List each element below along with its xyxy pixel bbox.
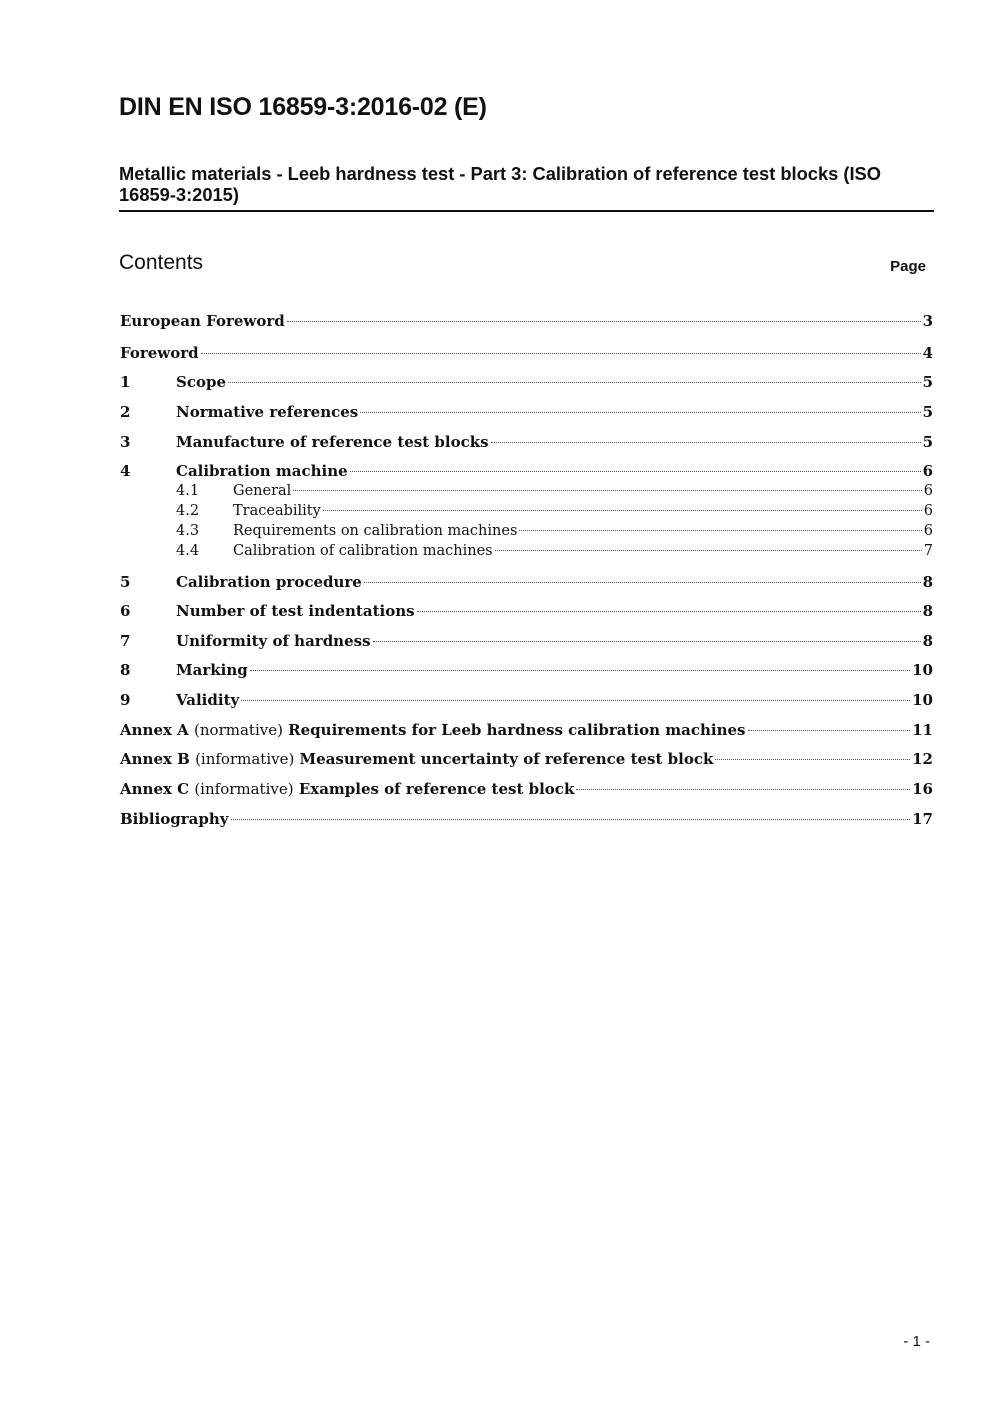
dot-leader <box>576 789 910 790</box>
dot-leader <box>323 510 922 511</box>
toc-entry-label: Annex C (informative) Examples of reference test block <box>120 780 575 798</box>
toc-subentry-traceability[interactable] <box>120 503 933 523</box>
toc-entry-page: 12 <box>912 750 933 768</box>
dot-leader <box>231 819 911 820</box>
toc-subentry-requirements[interactable] <box>120 523 933 543</box>
toc-entry-page: 8 <box>922 573 933 591</box>
toc-entry-annex-a[interactable] <box>120 721 933 741</box>
toc-entry-number: 4.1 <box>176 483 200 499</box>
toc-subentry-general[interactable] <box>120 483 933 503</box>
toc-entry-label: Normative references <box>176 403 359 421</box>
toc-entry-label: Calibration procedure <box>176 573 362 591</box>
toc-entry-page: 8 <box>922 602 933 620</box>
dot-leader <box>519 530 921 531</box>
toc-entry-page: 10 <box>912 661 933 679</box>
toc-entry-label: Bibliography <box>120 810 229 828</box>
toc-entry-scope[interactable] <box>120 373 933 393</box>
toc-entry-label: Validity <box>176 691 240 709</box>
toc-entry-page: 4 <box>922 344 933 362</box>
toc-entry-page: 5 <box>922 403 933 421</box>
toc-entry-page: 11 <box>912 721 933 739</box>
toc-entry-label: Uniformity of hardness <box>176 632 371 650</box>
toc-entry-label: Scope <box>176 373 227 391</box>
toc-entry-page: 6 <box>923 523 933 539</box>
toc-entry-label: Number of test indentations <box>176 602 415 620</box>
dot-leader <box>228 382 921 383</box>
toc-entry-calibration-machine[interactable] <box>120 462 933 482</box>
dot-leader <box>201 353 921 354</box>
toc-entry-bibliography[interactable] <box>120 810 933 830</box>
document-subtitle: Metallic materials - Leeb hardness test - Part 3: Calibration of reference test blocks (ISO 16859-3:2015) <box>119 163 881 205</box>
toc-entry-marking[interactable] <box>120 661 933 681</box>
contents-heading: Contents <box>119 251 204 274</box>
toc-entry-number: 4 <box>120 462 131 480</box>
title-divider <box>119 210 934 212</box>
toc-entry-validity[interactable] <box>120 691 933 711</box>
toc-entry-label: Traceability <box>233 503 321 519</box>
toc-entry-foreword[interactable] <box>120 344 933 364</box>
toc-entry-page: 5 <box>922 373 933 391</box>
dot-leader <box>287 321 921 322</box>
toc-entry-number: 4.4 <box>176 543 200 559</box>
toc-entry-number: 9 <box>120 691 131 709</box>
toc-entry-number: 1 <box>120 373 131 391</box>
toc-entry-number: 4.2 <box>176 503 200 519</box>
toc-entry-number: 5 <box>120 573 131 591</box>
toc-entry-number-of-test-indentations[interactable] <box>120 602 933 622</box>
toc-entry-number: 8 <box>120 661 131 679</box>
toc-entry-uniformity[interactable] <box>120 632 933 652</box>
dot-leader <box>715 759 910 760</box>
toc-entry-label: Foreword <box>120 344 199 362</box>
toc-entry-page: 6 <box>923 503 933 519</box>
toc-entry-label: General <box>233 483 292 499</box>
toc-entry-number: 7 <box>120 632 131 650</box>
toc-entry-page: 6 <box>922 462 933 480</box>
toc-entry-calibration-procedure[interactable] <box>120 573 933 593</box>
toc-entry-number: 4.3 <box>176 523 200 539</box>
dot-leader <box>364 582 921 583</box>
toc-entry-label: Requirements on calibration machines <box>233 523 518 539</box>
toc-entry-label: Annex B (informative) Measurement uncertainty of reference test block <box>120 750 714 768</box>
dot-leader <box>748 730 911 731</box>
toc-entry-label: European Foreword <box>120 312 285 330</box>
dot-leader <box>250 670 910 671</box>
page-column-heading: Page <box>890 258 926 275</box>
toc-entry-label: Manufacture of reference test blocks <box>176 433 489 451</box>
toc-entry-label: Marking <box>176 661 248 679</box>
toc-entry-number: 3 <box>120 433 131 451</box>
document-title: DIN EN ISO 16859-3:2016-02 (E) <box>119 93 487 121</box>
toc-entry-page: 16 <box>912 780 933 798</box>
dot-leader <box>350 471 921 472</box>
dot-leader <box>241 700 910 701</box>
dot-leader <box>417 611 921 612</box>
page-number: - 1 - <box>903 1333 930 1350</box>
toc-entry-label: Calibration machine <box>176 462 348 480</box>
toc-entry-page: 8 <box>922 632 933 650</box>
toc-entry-normative-references[interactable] <box>120 403 933 423</box>
toc-entry-number: 6 <box>120 602 131 620</box>
toc-entry-european-foreword[interactable] <box>120 312 933 332</box>
toc-entry-label: Annex A (normative) Requirements for Leeb hardness calibration machines <box>120 721 746 739</box>
dot-leader <box>360 412 920 413</box>
toc-entry-page: 10 <box>912 691 933 709</box>
toc-entry-annex-c[interactable] <box>120 780 933 800</box>
dot-leader <box>373 641 921 642</box>
dot-leader <box>293 490 921 491</box>
toc-entry-page: 3 <box>922 312 933 330</box>
toc-entry-page: 17 <box>912 810 933 828</box>
toc-entry-annex-b[interactable] <box>120 750 933 770</box>
toc-entry-number: 2 <box>120 403 131 421</box>
dot-leader <box>495 550 922 551</box>
toc-entry-label: Calibration of calibration machines <box>233 543 493 559</box>
toc-subentry-calibration-of-machines[interactable] <box>120 543 933 563</box>
toc-entry-manufacture[interactable] <box>120 433 933 453</box>
toc-entry-page: 5 <box>922 433 933 451</box>
toc-entry-page: 6 <box>923 483 933 499</box>
dot-leader <box>491 442 921 443</box>
toc-entry-page: 7 <box>923 543 933 559</box>
